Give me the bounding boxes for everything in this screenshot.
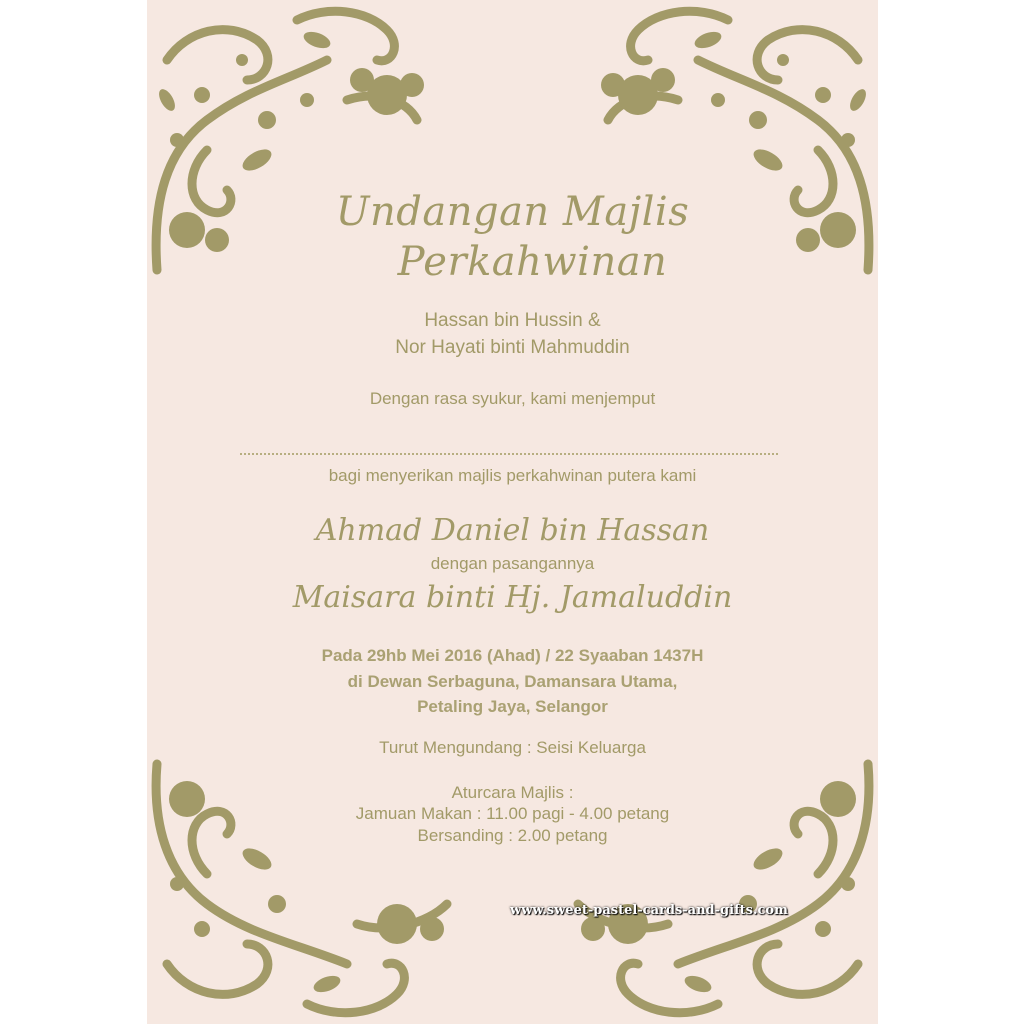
floral-ornament-top-right-icon	[578, 0, 878, 280]
turut-mengundang-line: Turut Mengundang : Seisi Keluarga	[379, 738, 646, 757]
host-line-1: Hassan bin Hussin &	[424, 310, 601, 331]
host-line-2: Nor Hayati binti Mahmuddin	[395, 337, 630, 358]
program-item-1: Jamuan Makan : 11.00 pagi - 4.00 petang	[355, 804, 670, 823]
date-line: Pada 29hb Mei 2016 (Ahad) / 22 Syaaban 1437H	[321, 646, 704, 665]
watermark-url: www.sweet-pastel-cards-and-gifts.com	[510, 903, 788, 918]
purpose-line: bagi menyerikan majlis perkahwinan putera kami	[328, 466, 697, 485]
with-spouse-line: dengan pasangannya	[430, 554, 595, 573]
floral-ornament-top-left-icon	[147, 0, 447, 280]
program-item-2: Bersanding : 2.00 petang	[417, 826, 608, 845]
invitation-title-line1: Undangan Majlis	[335, 189, 690, 235]
dotted-divider	[240, 453, 778, 455]
invitation-title-line2: Perkahwinan	[397, 239, 668, 285]
invitation-card	[147, 0, 878, 1024]
venue-line-1: di Dewan Serbaguna, Damansara Utama,	[347, 672, 678, 691]
groom-name: Ahmad Daniel bin Hassan	[315, 513, 710, 548]
program-title: Aturcara Majlis :	[451, 783, 574, 802]
venue-line-2: Petaling Jaya, Selangor	[417, 697, 608, 716]
bride-name: Maisara binti Hj. Jamaluddin	[292, 580, 733, 615]
invite-line: Dengan rasa syukur, kami menjemput	[369, 389, 656, 408]
